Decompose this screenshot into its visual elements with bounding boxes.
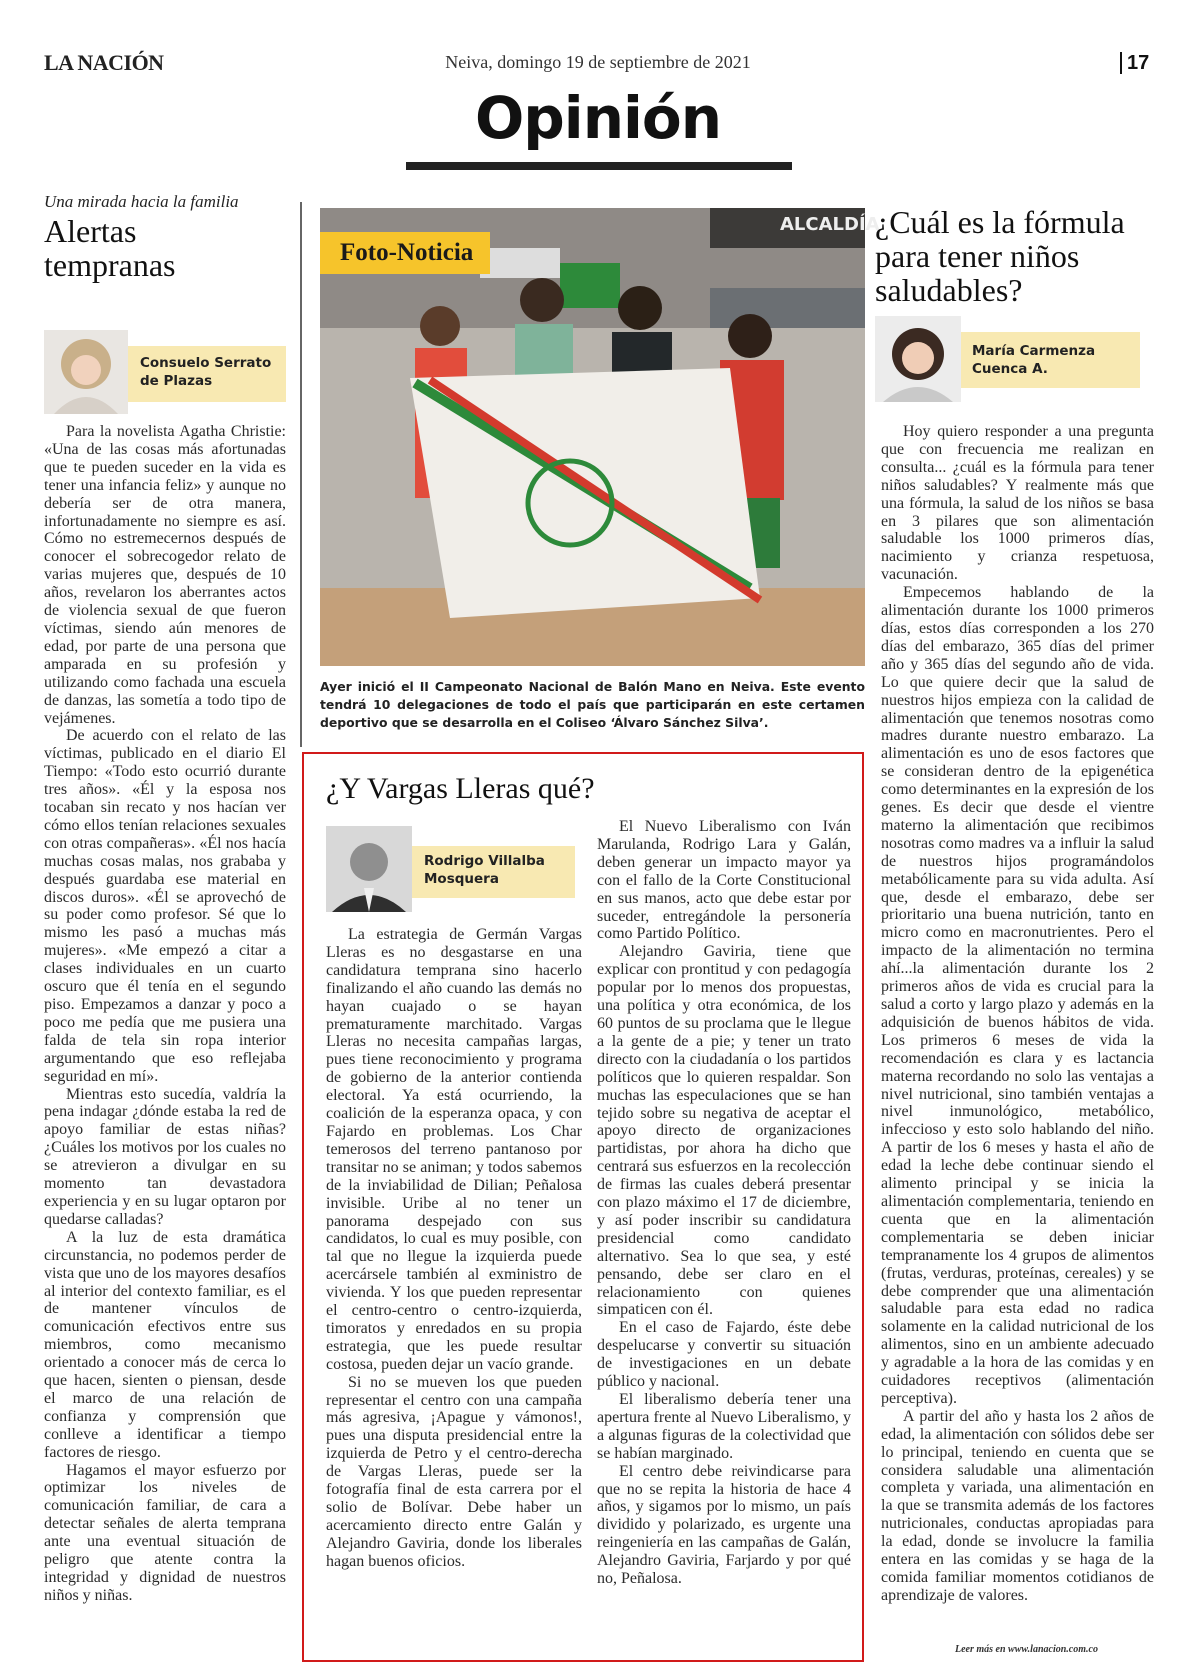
dateline: Neiva, domingo 19 de septiembre de 2021: [445, 52, 751, 72]
author-avatar: [326, 826, 412, 912]
center-article-col1: La estrategia de Germán Vargas Lleras es no desgastarse en una candidatura temprana sino hacerlo finalizando el año cuando las demás no hayan cuajado o se hayan prematuramente marchitado. Vargas Lleras no necesita campañas largas, pues tiene reconocimiento y programa de gobierno de la anterior contienda electoral. Ya está ocurriendo, la coalición de la esperanza opaca, y con Fajardo en problemas. Los Char temerosos del terreno pantanoso por transitar no se animan; y todos sabemos de la inviabilidad de Dilian; Peñalosa invisible. Uribe al no tener un panorama despejado con sus candidatos, lo cual es muy posible, con tal que no llegue la izquierda puede acercársele también al exministro de vivienda. Y los que pueden representar el centro-centro o centro-izquierda, timoratos y enredados en su propia estrategia, que les puede resultar costosa, pueden dejar un vacío grande. Si no se mueven los que pueden representar el centro con una campaña más agresiva, ¡Apague y vámonos!, pues una disputa presidencial entre la izquierda de Petro y el centro-derecha de Vargas Lleras, puede ser la fotografía final de esta carrera por el solio de Bolívar. Debe haber un acercamiento directo entre Galán y Alejandro Gaviria, donde los liberales hagan buenos oficios.: [326, 926, 582, 1570]
news-photo: [320, 208, 880, 666]
right-article-body: Hoy quiero responder a una pregunta que con frecuencia me realizan en consulta... ¿cuál es la fórmula para tener niños saludables? Y realmente más que una fórmula, la salud de los niños se basa en 3 pilares que son alimentación saludable los 1000 primeros días, nacimiento y crianza respetuosa, vacunación. Empecemos hablando de la alimentación durante los 1000 primeros días, estos días corresponden a los 270 días del embarazo, 365 días del primer año y 365 días del segundo año de vida. Lo que quiere decir que la salud de nuestros hijos empieza con la calidad de alimentación que tenemos nosotras como madres durante nuestro embarazo. La alimentación es uno de esos factores que se consideran dentro de la epigenética como determinantes en la expresión de los genes. Es decir que desde el vientre materno la alimentación que recibimos nosotras como madres va a influir la salud de nuestros hijos programándolos metabólicamente para su vida adulta. Así que, desde el embarazo, debe ser prioritario una buena nutrición, tanto en micro como en macronutrientes. Pero el impacto de la alimentación no termina ahí...la alimentación durante los 2 primeros años de vida es crucial para la salud a corto y largo plazo y además en la adquisición de buenos hábitos de vida. Los primeros 6 meses de vida la recomendación es clara y es lactancia materna recordando no solo las ventajas a nivel nutricional, sino también ventajas a nivel inmunológico, metabólico, infeccioso y esto solo hablando del niño. A partir de los 6 meses y hasta el año de edad la leche debe continuar siendo el alimento principal y se inicia la alimentación complementaria, teniendo en cuenta que en la alimentación complementaria se deben iniciar tempranamente los 4 grupos de alimentos (frutas, verduras, proteínas, cereales) y se debe comprender que una alimentación saludable para esta edad no radica solamente en la calidad nutricional de los alimentos, sino en un ambiente adecuado y agradable a la hora de las comidas y en cuidadores receptivos (alimentación perceptiva). A partir del año y hasta los 2 años de edad, la alimentación con sólidos debe ser lo principal, teniendo en cuenta que se considera saludable una alimentación completa y variada, una alimentación en la que se transmita además de los factores nutricionales, conductas apropiadas para la edad, donde se involucre la familia entera en las comidas y se haga de la comida familiar momentos cotidianos de aprendizaje de valores.: [881, 423, 1154, 1604]
column-divider: [300, 202, 302, 747]
author-avatar: [875, 316, 961, 402]
left-article-body: Para la novelista Agatha Christie: «Una de las cosas más afortunadas que te pueden suceder en la vida es tener una infancia feliz» y aunque no debería ser de otra manera, infortunadamente no siempre es así. Cómo no estremecernos después de conocer el sobrecogedor relato de varias mujeres que, después de 10 años, revelaron los aberrantes actos de violencia sexual de que fueron víctimas, siendo aún menores de edad, por parte de una persona que amparada en su profesión y utilizando como fachada una escuela de danzas, las sometía a todo tipo de vejámenes. De acuerdo con el relato de las víctimas, publicado en el diario El Tiempo: «Todo esto ocurrió durante tres años». «Él y la esposa nos tocaban sin recato y nos hacían ver cómo ellos tenían relaciones sexuales con otras compañeras». «Él nos hacía muchas cosas malas, nos grababa y después guardaba ese material en discos duros». «Él se aprovechó de su poder como profesor. Sé que lo mismo les pasó a muchas más mujeres». «Me empezó a citar a clases individuales en un cuarto oscuro que él tenía en el segundo piso. Empezamos a danzar y poco a poco me pedía que me pusiera una falda de tela sin ropa interior argumentando que eso reflejaba seguridad en mí». Mientras esto sucedía, valdría la pena indagar ¿dónde estaba la red de apoyo familiar de estas niñas? ¿Cuáles los motivos por los cuales no se atrevieron a divulgar en su momento tan devastadora experiencia y en su lugar optaron por quedarse calladas? A la luz de esta dramática circunstancia, no podemos perder de vista que uno de los mayores desafíos al interior del contexto familiar, es el de mantener vínculos de comunicación efectivos entre sus miembros, como mecanismo orientado a conocer más de cerca lo que hacen, sienten o piensan, desde el marco de una relación de confianza y comprensión que conlleve a identificar a tiempo factores de riesgo. Hagamos el mayor esfuerzo por optimizar los niveles de comunicación familiar, de cara a detectar señales de alerta temprana ante una eventual situación de peligro que atente contra la integridad y dignidad de nuestros niños y niñas.: [44, 423, 286, 1604]
center-article-title: ¿Y Vargas Lleras qué?: [326, 772, 595, 805]
photo-banner-text: ALCALDÍA: [780, 214, 880, 235]
author-avatar: [44, 330, 128, 414]
section-underline: [406, 162, 792, 170]
center-article-author-band: [390, 846, 575, 898]
masthead-logo: LA NACIÓN: [44, 50, 164, 75]
foto-noticia-tag: Foto-Noticia: [320, 232, 490, 274]
left-article-author-name: Consuelo Serrato de Plazas: [140, 355, 272, 389]
photo-caption: Ayer inició el II Campeonato Nacional de Balón Mano en Neiva. Este evento tendrá 10 delegaciones de todo el país que participarán en este certamen deportivo que se desarrolla en el Coliseo ‘Álvaro Sánchez Silva’.: [320, 679, 865, 730]
section-title: Opinión: [474, 84, 721, 152]
right-article-author-name: María Carmenza Cuenca A.: [972, 343, 1096, 377]
center-article-author-name: Rodrigo Villalba Mosquera: [424, 853, 545, 887]
center-article-col2: El Nuevo Liberalismo con Iván Marulanda, Rodrigo Lara y Galán, deben generar un impacto mayor ya con el fallo de la Corte Constitucional en sus manos, acto que debe estar por suceder, entregándole la personería como Partido Político. Alejandro Gaviria, tiene que explicar con prontitud y con pedagogía popular por lo menos dos propuestas, una política y otra económica, de los 60 puntos de su proclama que le llegue a la gente de a pie; y tener un trato directo con la ciudadanía o los partidos políticos que lo quieren respaldar. Son muchas las especulaciones que se han tejido sobre su negativa de aceptar el apoyo directo de organizaciones partidistas, por ahora ha dicho que centrará sus esfuerzos en la recolección de firmas las cuales deberá presentar con plazo máximo el 17 de diciembre, y así poder inscribir su candidatura presidencial como candidato alternativo. Sea lo que sea, y esté pensando, debe ser claro en el relacionamiento con quienes simpaticen con él. En el caso de Fajardo, éste debe despelucarse y convertir su situación de investigaciones en un debate público y nacional. El liberalismo debería tener una apertura frente al Nuevo Liberalismo, y a algunas figuras de la colectividad que se habían marginado. El centro debe reivindicarse para que no se repita la historia de hace 4 años, y sigamos por lo mismo, un país dividido y polarizado, es urgente una reingeniería en las campañas de Galán, Alejandro Gaviria, Farjardo y por qué no, Peñalosa.: [597, 818, 851, 1588]
left-article-title: Alertas tempranas: [44, 213, 176, 283]
right-article-title: ¿Cuál es la fórmula para tener niños saludables?: [875, 204, 1125, 308]
page-number: 17: [1120, 52, 1149, 74]
footer-link-text: Leer más en www.lanacion.com.co: [955, 1644, 1098, 1655]
left-article-kicker: Una mirada hacia la familia: [44, 192, 239, 211]
